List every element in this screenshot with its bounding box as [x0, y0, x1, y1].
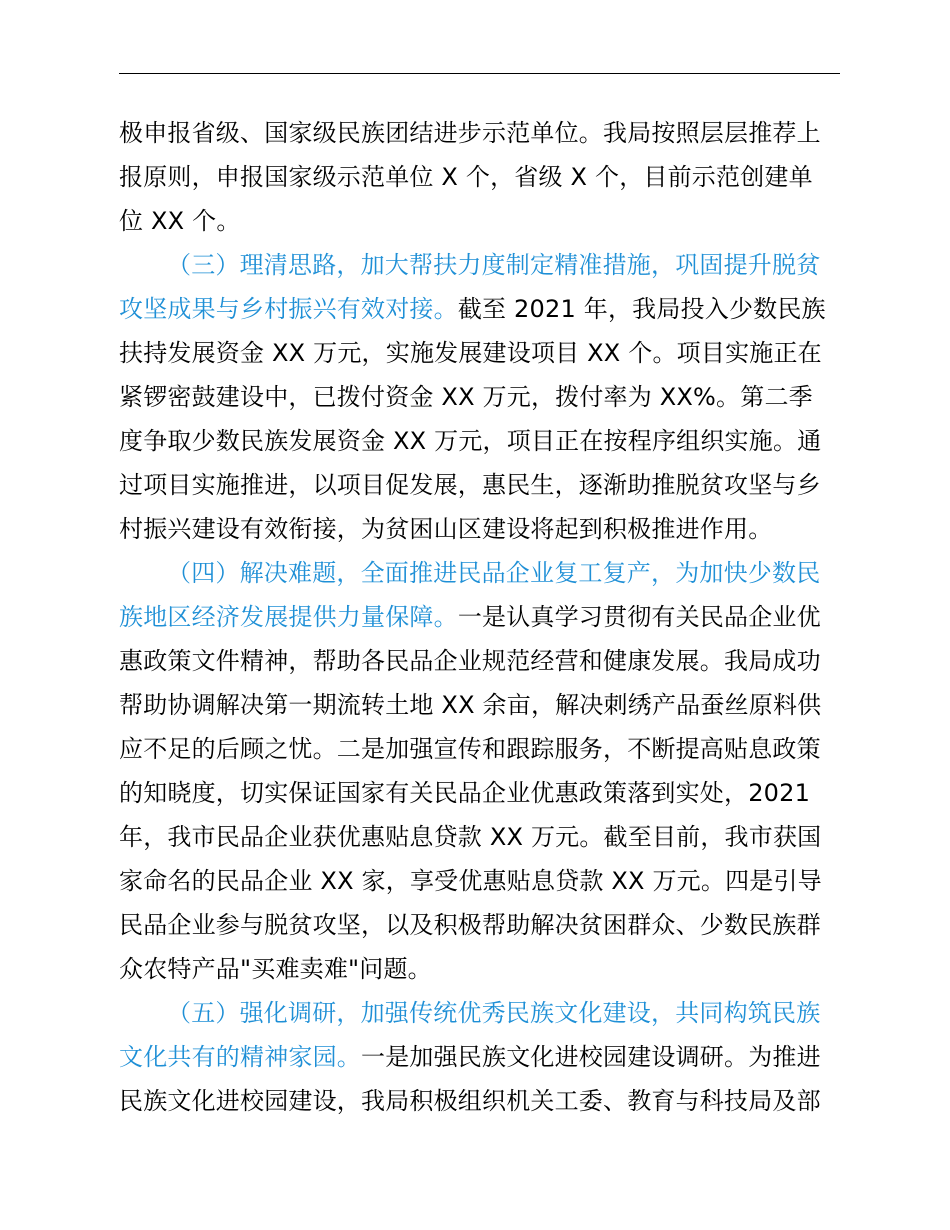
body-text-run: 年，我市民品企业获优惠贴息贷款 XX 万元。截至目前，我市获国: [119, 823, 822, 851]
text-line: [119, 822, 840, 852]
body-text-run: 一是认真学习贯彻有关民品企业优: [457, 603, 821, 631]
text-line: [119, 866, 840, 896]
body-text-run: 惠政策文件精神，帮助各民品企业规范经营和健康发展。我局成功: [119, 647, 821, 675]
body-text-run: 扶持发展资金 XX 万元，实施发展建设项目 XX 个。项目实施正在: [119, 339, 822, 367]
section-heading: 族地区经济发展提供力量保障。: [119, 603, 458, 631]
body-text-run: 帮助协调解决第一期流转土地 XX 余亩，解决刺绣产品蚕丝原料供: [119, 691, 822, 719]
body-text-run: 过项目实施推进，以项目促发展，惠民生，逐渐助推脱贫攻坚与乡: [119, 471, 821, 499]
body-text-run: 家命名的民品企业 XX 家，享受优惠贴息贷款 XX 万元。四是引导: [119, 867, 822, 895]
text-line: [119, 338, 840, 368]
text-line: [119, 690, 840, 720]
text-line: [119, 734, 840, 764]
body-text-run: 位 XX 个。: [119, 207, 241, 235]
section-heading: 攻坚成果与乡村振兴有效对接。: [119, 295, 458, 323]
text-line: [119, 514, 840, 544]
body-text-run: 报原则，申报国家级示范单位 X 个，省级 X 个，目前示范创建单: [119, 163, 813, 191]
text-line: [167, 250, 888, 280]
section-heading: 文化共有的精神家园。: [119, 1043, 361, 1071]
text-line: [119, 602, 840, 632]
body-text-run: 紧锣密鼓建设中，已拨付资金 XX 万元，拨付率为 XX%。第二季: [119, 383, 813, 411]
text-line: [119, 646, 840, 676]
text-line: [119, 206, 840, 236]
body-text-run: 应不足的后顾之忧。二是加强宣传和跟踪服务，不断提高贴息政策: [119, 735, 821, 763]
body-text-run: 一是加强民族文化进校园建设调研。为推进: [361, 1043, 821, 1071]
text-line: [119, 470, 840, 500]
text-line: [119, 954, 840, 984]
body-text-run: 极申报省级、国家级民族团结进步示范单位。我局按照层层推荐上: [119, 119, 821, 147]
body-text-run: 众农特产品"买难卖难"问题。: [119, 955, 432, 983]
section-heading: （三）理清思路，加大帮扶力度制定精准措施，巩固提升脱贫: [167, 251, 821, 279]
section-heading: （四）解决难题，全面推进民品企业复工复产，为加快少数民: [167, 559, 821, 587]
text-line: [119, 1086, 840, 1116]
section-heading: （五）强化调研，加强传统优秀民族文化建设，共同构筑民族: [167, 999, 821, 1027]
text-line: [119, 162, 840, 192]
text-line: [119, 910, 840, 940]
text-line: [167, 558, 888, 588]
text-line: [119, 1042, 840, 1072]
text-line: [119, 118, 840, 148]
header-rule: [119, 73, 840, 74]
text-line: [119, 426, 840, 456]
text-line: [119, 294, 840, 324]
body-text-run: 民品企业参与脱贫攻坚，以及积极帮助解决贫困群众、少数民族群: [119, 911, 821, 939]
body-text-run: 截至 2021 年，我局投入少数民族: [457, 295, 826, 323]
text-line: [119, 778, 840, 808]
body-text-run: 村振兴建设有效衔接，为贫困山区建设将起到积极推进作用。: [119, 515, 773, 543]
body-text-run: 民族文化进校园建设，我局积极组织机关工委、教育与科技局及部: [119, 1087, 821, 1115]
body-text-run: 的知晓度，切实保证国家有关民品企业优惠政策落到实处，2021: [119, 779, 811, 807]
text-line: [167, 998, 888, 1028]
body-text-run: 度争取少数民族发展资金 XX 万元，项目正在按程序组织实施。通: [119, 427, 822, 455]
text-line: [119, 382, 840, 412]
